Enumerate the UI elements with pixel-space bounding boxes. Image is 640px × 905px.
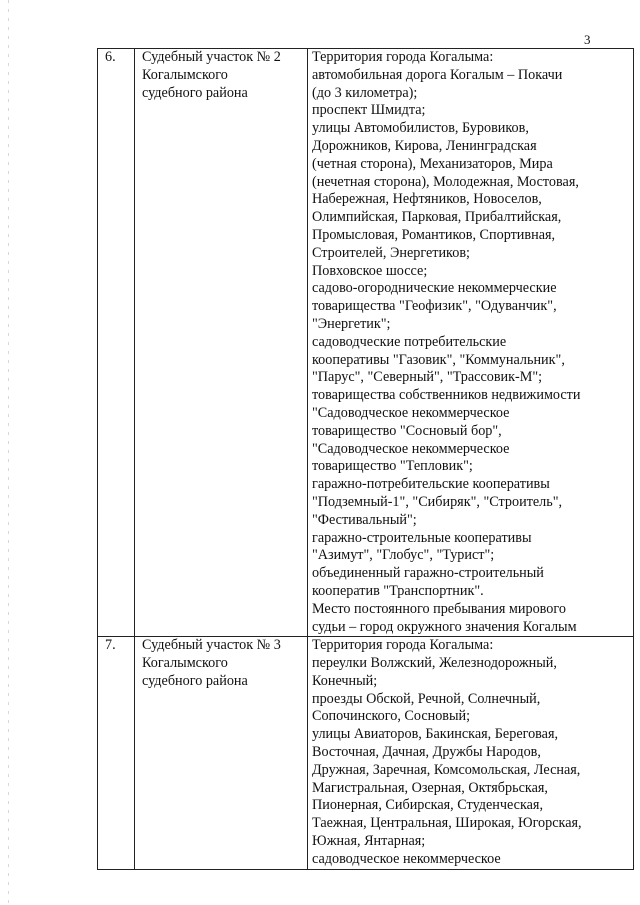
court-line: Судебный участок № 3 [142, 637, 281, 654]
territory-line: (до 3 километра); [312, 84, 418, 101]
territory-line: товарищества "Геофизик", "Одуванчик", [312, 298, 557, 315]
territory-line: товарищество "Тепловик"; [312, 458, 473, 475]
territory-line: "Фестивальный"; [312, 511, 417, 528]
territory-line: "Парус", "Северный", "Трассовик-М"; [312, 369, 543, 386]
territory-line: товарищества собственников недвижимости [312, 387, 581, 404]
territory-line: Олимпийская, Парковая, Прибалтийская, [312, 209, 562, 226]
scan-edge [8, 0, 9, 905]
court-cell [135, 49, 308, 637]
territory-line: "Садоводческое некоммерческое [312, 440, 510, 457]
table-body [98, 49, 634, 870]
territory-line: "Подземный-1", "Сибиряк", "Строитель", [312, 493, 563, 510]
territory-line: Южная, Янтарная; [312, 833, 426, 850]
territory-line: Строителей, Энергетиков; [312, 244, 470, 261]
territory-line: Территория города Когалыма: [312, 49, 494, 65]
territory-line: Дружная, Заречная, Комсомольская, Лесная, [312, 761, 581, 778]
territory-line: Территория города Когалыма: [312, 637, 494, 654]
territory-line: "Энергетик"; [312, 315, 391, 332]
row-number-cell [98, 49, 135, 637]
territory-line: Пионерная, Сибирская, Студенческая, [312, 797, 544, 814]
territory-line: Место постоянного пребывания мирового [312, 600, 566, 617]
court-line: судебного района [142, 672, 248, 689]
territory-line: Сопочинского, Сосновый; [312, 708, 471, 725]
territory-line: кооперативы "Газовик", "Коммунальник", [312, 351, 565, 368]
territory-line: гаражно-потребительские кооперативы [312, 476, 550, 493]
territory-line: улицы Автомобилистов, Буровиков, [312, 120, 529, 137]
territory-line: Таежная, Центральная, Широкая, Югорская, [312, 815, 582, 832]
court-districts-table [97, 48, 634, 870]
row-number-cell [98, 637, 135, 869]
territory-line: (нечетная сторона), Молодежная, Мостовая, [312, 173, 579, 190]
territory-line: Дорожников, Кирова, Ленинградская [312, 137, 537, 154]
territory-line: судьи – город окружного значения Когалым [312, 618, 577, 635]
territory-cell [308, 637, 634, 869]
territory-line: кооператив "Транспортник". [312, 582, 484, 599]
territory-line: "Азимут", "Глобус", "Турист"; [312, 547, 495, 564]
court-line: Когалымского [142, 655, 228, 672]
territory-line: "Садоводческое некоммерческое [312, 404, 510, 421]
territory-line: Конечный; [312, 672, 378, 689]
territory-line: проезды Обской, Речной, Солнечный, [312, 690, 541, 707]
territory-line: садово-огороднические некоммерческие [312, 280, 557, 297]
territory-line: Восточная, Дачная, Дружбы Народов, [312, 744, 541, 761]
court-line: судебного района [142, 84, 248, 101]
territory-line: проспект Шмидта; [312, 102, 426, 119]
row-number: 6. [105, 49, 116, 65]
table-row [98, 637, 634, 869]
row-number: 7. [105, 637, 116, 654]
territory-cell [308, 49, 634, 637]
territory-line: товарищество "Сосновый бор", [312, 422, 502, 439]
territory-line: Магистральная, Озерная, Октябрьская, [312, 779, 548, 796]
territory-line: объединенный гаражно-строительный [312, 565, 544, 582]
territory-line: садоводческие потребительские [312, 333, 507, 350]
court-line: Когалымского [142, 66, 228, 83]
court-line: Судебный участок № 2 [142, 49, 281, 65]
territory-line: Промысловая, Романтиков, Спортивная, [312, 226, 556, 243]
territory-line: Повховское шоссе; [312, 262, 428, 279]
court-cell [135, 637, 308, 869]
territory-line: садоводческое некоммерческое [312, 850, 501, 867]
territory-line: (четная сторона), Механизаторов, Мира [312, 155, 553, 172]
territory-line: переулки Волжский, Железнодорожный, [312, 655, 557, 672]
territory-line: улицы Авиаторов, Бакинская, Береговая, [312, 726, 559, 743]
territory-line: автомобильная дорога Когалым – Покачи [312, 66, 563, 83]
territory-line: гаражно-строительные кооперативы [312, 529, 532, 546]
page-number: 3 [584, 32, 591, 47]
table-row [98, 49, 634, 637]
territory-line: Набережная, Нефтяников, Новоселов, [312, 191, 542, 208]
